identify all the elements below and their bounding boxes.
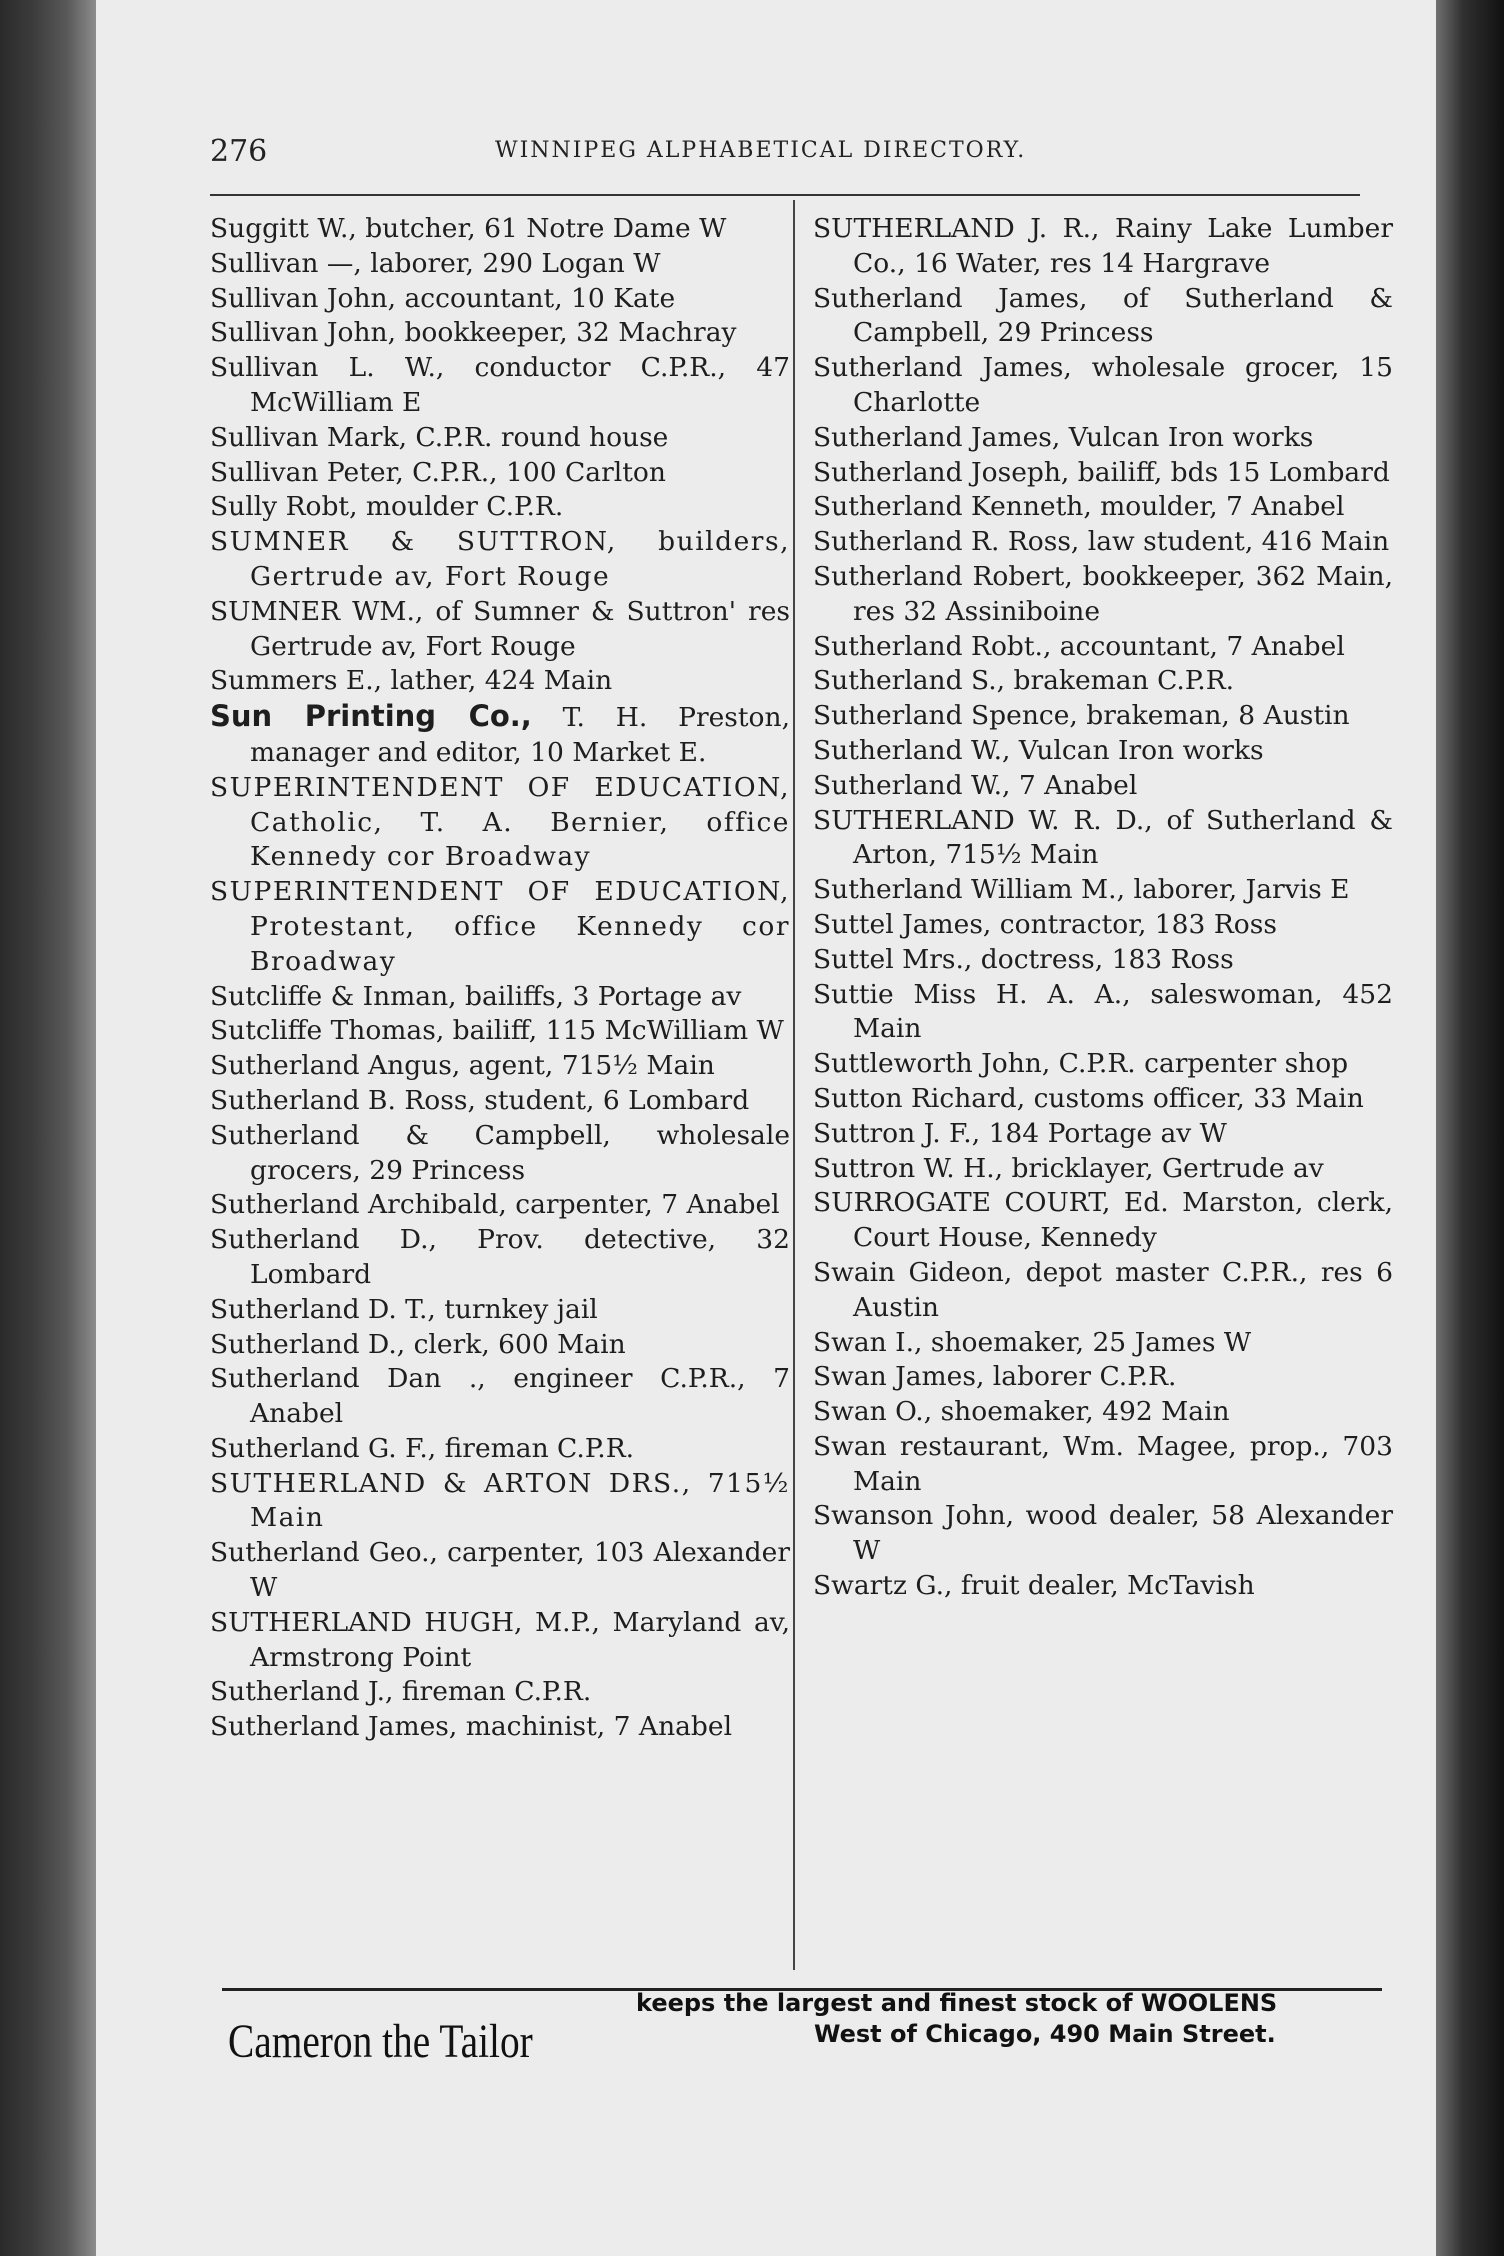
directory-entry: Sutherland Dan ., engineer C.P.R., 7 Anabel xyxy=(210,1363,790,1430)
directory-entry: SUPERINTENDENT OF EDUCATION, Catholic, T. A. Bernier, office Kennedy cor Broadway xyxy=(210,771,790,873)
directory-entry: Sutherland W., 7 Anabel xyxy=(813,769,1138,801)
directory-entry: Suttel Mrs., doctress, 183 Ross xyxy=(813,943,1234,975)
directory-entry: Swan restaurant, Wm. Magee, prop., 703 Main xyxy=(813,1430,1393,1497)
page-header xyxy=(210,134,1370,174)
directory-entry: Sutherland G. F., fireman C.P.R. xyxy=(210,1432,635,1464)
directory-entry: Sutherland Angus, agent, 715½ Main xyxy=(210,1050,715,1082)
right-column xyxy=(813,212,1393,1604)
column-divider xyxy=(793,200,795,1970)
directory-entry: Swan I., shoemaker, 25 James W xyxy=(813,1326,1252,1358)
directory-entry: Sutherland William M., laborer, Jarvis E xyxy=(813,874,1350,906)
directory-entry: Sutherland Archibald, carpenter, 7 Anabel xyxy=(210,1189,780,1221)
advertisement-line-2: West of Chicago, 490 Main Street. xyxy=(814,2020,1276,2048)
directory-entry: Sutherland Kenneth, moulder, 7 Anabel xyxy=(813,491,1345,523)
directory-entry: Sutherland D. T., turnkey jail xyxy=(210,1293,598,1325)
directory-entry: Sully Robt, moulder C.P.R. xyxy=(210,491,564,523)
directory-entry: Swain Gideon, depot master C.P.R., res 6 Austin xyxy=(813,1256,1393,1323)
directory-entry: Sutherland Geo., carpenter, 103 Alexander W xyxy=(210,1537,790,1604)
directory-entry: Sullivan Mark, C.P.R. round house xyxy=(210,421,669,453)
header-rule xyxy=(210,194,1360,196)
directory-entry: Summers E., lather, 424 Main xyxy=(210,665,613,697)
running-title: WINNIPEG ALPHABETICAL DIRECTORY. xyxy=(495,138,1027,163)
directory-entry: SUTHERLAND & ARTON DRS., 715½ Main xyxy=(210,1467,790,1534)
directory-entry: Suttron W. H., bricklayer, Gertrude av xyxy=(813,1152,1324,1184)
left-column xyxy=(210,212,790,1745)
page-edge-shadow xyxy=(1436,0,1504,2256)
directory-entry: Swan James, laborer C.P.R. xyxy=(813,1361,1177,1393)
directory-entry: Sutherland S., brakeman C.P.R. xyxy=(813,665,1235,697)
directory-entry: Suggitt W., butcher, 61 Notre Dame W xyxy=(210,213,727,244)
directory-entry: Sutherland J., fireman C.P.R. xyxy=(210,1676,592,1708)
directory-entry: Sullivan Peter, C.P.R., 100 Carlton xyxy=(210,456,666,488)
firm-name: Sun Printing Co., xyxy=(210,699,532,734)
directory-entry: Sullivan John, bookkeeper, 32 Machray xyxy=(210,317,737,349)
directory-entry: SUTHERLAND J. R., Rainy Lake Lumber Co., 16 Water, res 14 Hargrave xyxy=(813,213,1393,279)
directory-entry: SUTHERLAND HUGH, M.P., Maryland av, Armstrong Point xyxy=(210,1606,790,1673)
directory-entry: Sullivan John, accountant, 10 Kate xyxy=(210,282,676,314)
directory-entry: Suttie Miss H. A. A., saleswoman, 452 Main xyxy=(813,978,1393,1045)
directory-entry: Sutherland James, Vulcan Iron works xyxy=(813,421,1314,453)
directory-entry: Sutherland W., Vulcan Iron works xyxy=(813,734,1264,766)
directory-entry: SUMNER WM., of Sumner & Suttron' res Gertrude av, Fort Rouge xyxy=(210,595,790,662)
directory-entry: Sutherland Joseph, bailiff, bds 15 Lombard xyxy=(813,456,1390,488)
directory-entry: Suttel James, contractor, 183 Ross xyxy=(813,908,1277,940)
directory-entry: Sutherland Spence, brakeman, 8 Austin xyxy=(813,700,1350,732)
directory-entry: Sutherland James, of Sutherland & Campbell, 29 Princess xyxy=(813,282,1393,349)
directory-entry: SUMNER & SUTTRON, builders, Gertrude av, Fort Rouge xyxy=(210,526,790,592)
directory-entry: Sullivan L. W., conductor C.P.R., 47 McWilliam E xyxy=(210,352,790,418)
directory-entry: Sutherland B. Ross, student, 6 Lombard xyxy=(210,1084,750,1116)
advertisement-line-1: keeps the largest and finest stock of WOOLENS xyxy=(636,1989,1278,2017)
page-number: 276 xyxy=(210,134,268,169)
directory-entry: Suttleworth John, C.P.R. carpenter shop xyxy=(813,1048,1349,1080)
directory-entry: Sutherland D., Prov. detective, 32 Lombard xyxy=(210,1224,790,1290)
directory-entry: Sutherland & Campbell, wholesale grocers, 29 Princess xyxy=(210,1119,790,1186)
directory-entry: Sutherland D., clerk, 600 Main xyxy=(210,1328,626,1360)
book-spine-shadow xyxy=(0,0,96,2256)
advertisement-name: Cameron the Tailor xyxy=(228,2015,533,2068)
directory-entry: Sutcliffe & Inman, bailiffs, 3 Portage av xyxy=(210,980,742,1012)
directory-entry: Sullivan —, laborer, 290 Logan W xyxy=(210,247,661,279)
directory-entry: Sutherland R. Ross, law student, 416 Main xyxy=(813,526,1390,558)
directory-entry: Sutherland James, wholesale grocer, 15 Charlotte xyxy=(813,352,1393,418)
directory-entry: Suttron J. F., 184 Portage av W xyxy=(813,1117,1227,1149)
directory-entry: Sutherland Robert, bookkeeper, 362 Main, res 32 Assiniboine xyxy=(813,560,1393,627)
directory-entry: Sutherland Robt., accountant, 7 Anabel xyxy=(813,630,1345,662)
directory-entry: Sutcliffe Thomas, bailiff, 115 McWilliam W xyxy=(210,1015,784,1047)
directory-entry: Sutherland James, machinist, 7 Anabel xyxy=(210,1711,733,1743)
directory-entry: Sutton Richard, customs officer, 33 Main xyxy=(813,1082,1364,1114)
directory-entry: SURROGATE COURT, Ed. Marston, clerk, Court House, Kennedy xyxy=(813,1187,1393,1254)
directory-entry: Swanson John, wood dealer, 58 Alexander W xyxy=(813,1500,1393,1567)
directory-entry: SUPERINTENDENT OF EDUCATION, Protestant, office Kennedy cor Broadway xyxy=(210,876,790,977)
advertisement-text xyxy=(636,1988,1386,2050)
directory-entry: Swartz G., fruit dealer, McTavish xyxy=(813,1570,1255,1602)
directory-entry-firm: Sun Printing Co., T. H. Preston, manager and editor, 10 Market E. xyxy=(210,699,790,768)
directory-entry: Swan O., shoemaker, 492 Main xyxy=(813,1396,1230,1428)
directory-entry: SUTHERLAND W. R. D., of Sutherland & Arton, 715½ Main xyxy=(813,804,1393,871)
